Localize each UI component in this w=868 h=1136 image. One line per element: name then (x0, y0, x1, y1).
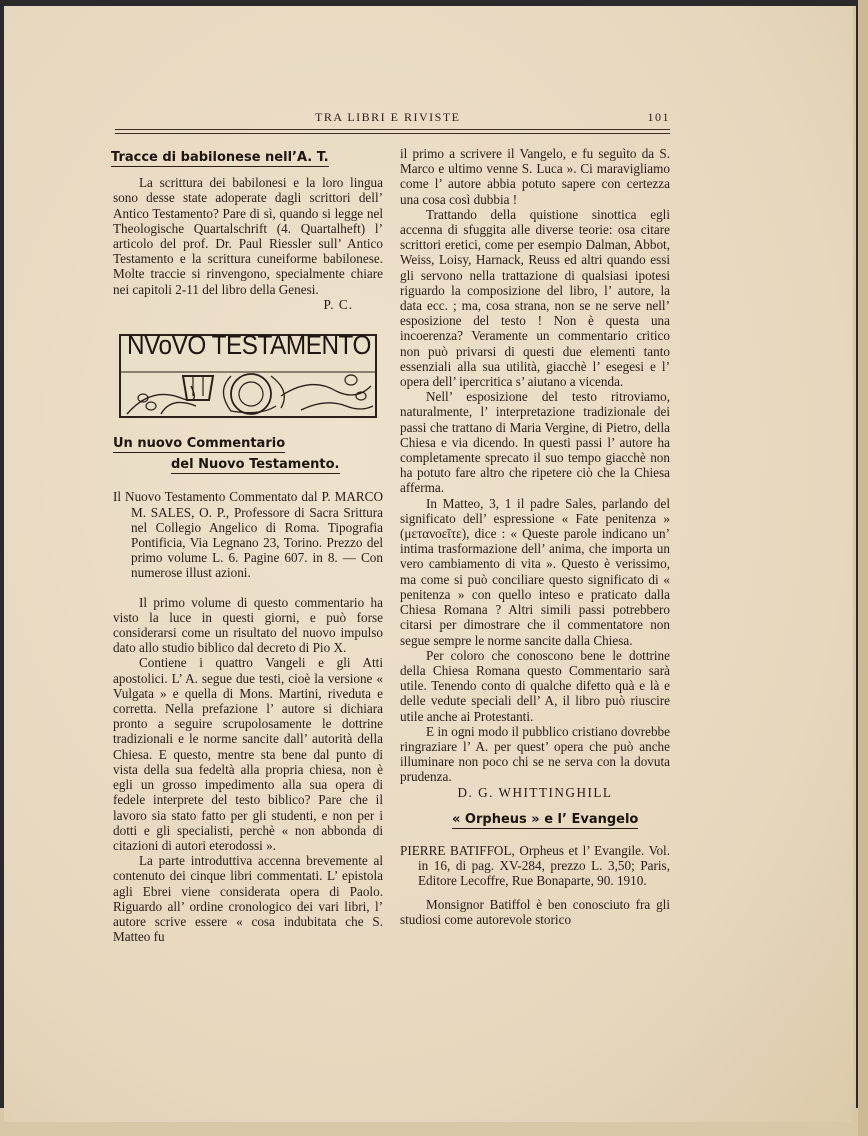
book-edge (858, 0, 868, 1136)
ornament-title: NVoVO TESTAMENTO (127, 330, 371, 361)
nuovo-testamento-ornament (119, 330, 377, 418)
paragraph: Monsignor Batiffol è ben conosciuto fra gli studiosi come autorevole storico (400, 896, 670, 927)
paragraph: Trattando della quistione sinottica egli accenna di sfuggita alle diverse teorie: osa citare scrittori eretici, come per esempio Dalman, Abbot, Weiss, Loisy, Harnack, Reuss ed altri quando essi gli servono nella trattazione di qualsiasi ipotesi riguardo la composizione del libro, l’ autore, la data ecc. ; ma, cosa strana, non se ne serve nell’ esposizione del testo ! Non è questa una incoerenza? Veramente un commentario critico non può privarsi di questi due elementi tanto essenziali alla sua utilità, giacchè l’ esegesi e l’ opera dell’ ipercritica s’ aiutano a vicenda. (400, 206, 670, 390)
paragraph: La scrittura dei babilonesi e la loro lingua sono desse state adoperate dagli scrittori dell’ Antico Testamento? Pare di sì, quando si legge nel Theologische Quartalschrift (4. Quartalheft) l’ articolo del prof. Dr. Paul Riessler sull’ Antico Testamento e la scrittura cuneiforme babilonese. Molte traccie si rinvengono, specialmente chiare nei capitoli 2-11 del libro della Genesi. (113, 175, 383, 297)
bibliographic-entry: Il Nuovo Testamento Commentato dal P. MARCO M. SALES, O. P., Professore di Sacra Srittura nel Collegio Angelico di Roma. Tipografia Pontificia, Via Legnano 23, Torino. Prezzo del primo volume L. 6. Pagine 607. in 8. — Con numerose illust azioni. (113, 489, 383, 581)
section-title-commentario-2: del Nuovo Testamento. (171, 457, 383, 474)
signature: P. C. (323, 296, 353, 312)
paragraph: La parte introduttiva accenna brevemente al contenuto dei cinque libri commentati. L’ epistola agli Ebrei viene considerata opera di Paolo. Riguardo all’ ordine cronologico dei vari libri, l’ autore scrive essere « cosa indubitata che S. Matteo fu (113, 853, 383, 945)
paragraph: In Matteo, 3, 1 il padre Sales, parlando del significato dell’ espressione « Fate penitenza » (μετανοεῖτε), dice : « Queste parole indicano un’ intima trasformazione dell’ anima, che importa un vero cambiamento di vita ». Questo è verissimo, ma come si può conciliare questo significato di « penitenza » con quello inteso e praticato dalla Chiesa Romana ? Altri simili passi potrebbero citarsi per dimostrare che il commentatore non segue sempre le norme sancite dalla Chiesa. (400, 495, 670, 648)
header-rule (115, 129, 670, 134)
section-title-commentario-1: Un nuovo Commentario (113, 436, 383, 453)
signature: D. G. WHITTINGHILL (457, 784, 613, 800)
paragraph: E in ogni modo il pubblico cristiano dovrebbe ringraziare l’ A. per quest’ opera che può anche illuminare non poco chi se ne serva con la dovuta prudenza. (400, 723, 670, 785)
paragraph: il primo a scrivere il Vangelo, e fu seguìto da S. Marco e ultimo venne S. Luca ». Ci maravigliamo come l’ autore abbia potuto sapere con certezza una cosa così dubbia ! (400, 146, 670, 207)
section-title-orpheus: « Orpheus » e l’ Evangelo (452, 812, 670, 829)
paragraph: Nell’ esposizione del testo ritroviamo, naturalmente, l’ interpretazione tradizionale dei passi che trattano di Maria Vergine, di Pietro, della Chiesa e via dicendo. In questi passi l’ autore ha completamente sprecato il suo tempo giacchè non ha potuto fare altro che ripetere ciò che la Chiesa afferma. (400, 389, 670, 496)
paragraph: Per coloro che conoscono bene le dottrine della Chiesa Romana questo Commentario sarà utile. Tenendo conto di qualche difetto quà e là e delle vedute speciali dell’ A, il libro può riuscire utile anche ai Protestanti. (400, 647, 670, 724)
left-column (113, 150, 383, 944)
page-number: 101 (647, 110, 670, 124)
section-title-babilonese: Tracce di babilonese nell’A. T. (111, 150, 383, 167)
right-column (400, 146, 670, 927)
paragraph: Contiene i quattro Vangeli e gli Atti apostolici. L’ A. segue due testi, cioè la versione « Vulgata » e quella di Mons. Martini, riveduta e corretta. Nella prefazione l’ autore si dichiara pronto a seguire scrupolosamente le dottrine tradizionali e le norme sancite dall’ autorità della Chiesa. E questo, mentre sta bene dal punto di vista della sua fedeltà alla propria chiesa, non è egli un grosso impedimento alla sua opera di fedele interprete del testo biblico? Pare che il lavoro sia stato fatto per gli studenti, e non per i dotti e gli specialisti, perchè « non abbonda di citazioni di autori eterodossi ». (113, 655, 383, 853)
paragraph: Il primo volume di questo commentario ha visto la luce in questi giorni, e può forse considerarsi come un risultato del nuovo impulso dato allo studio biblico dal decreto di Pio X. (113, 594, 383, 656)
bibliographic-entry: PIERRE BATIFFOL, Orpheus et l’ Evangile. Vol. in 16, di pag. XV-284, prezzo L. 3,50; Paris, Editore Lecoffre, Rue Bonaparte, 90. 1910. (400, 842, 670, 889)
running-title: TRA LIBRI E RIVISTE (315, 110, 461, 124)
